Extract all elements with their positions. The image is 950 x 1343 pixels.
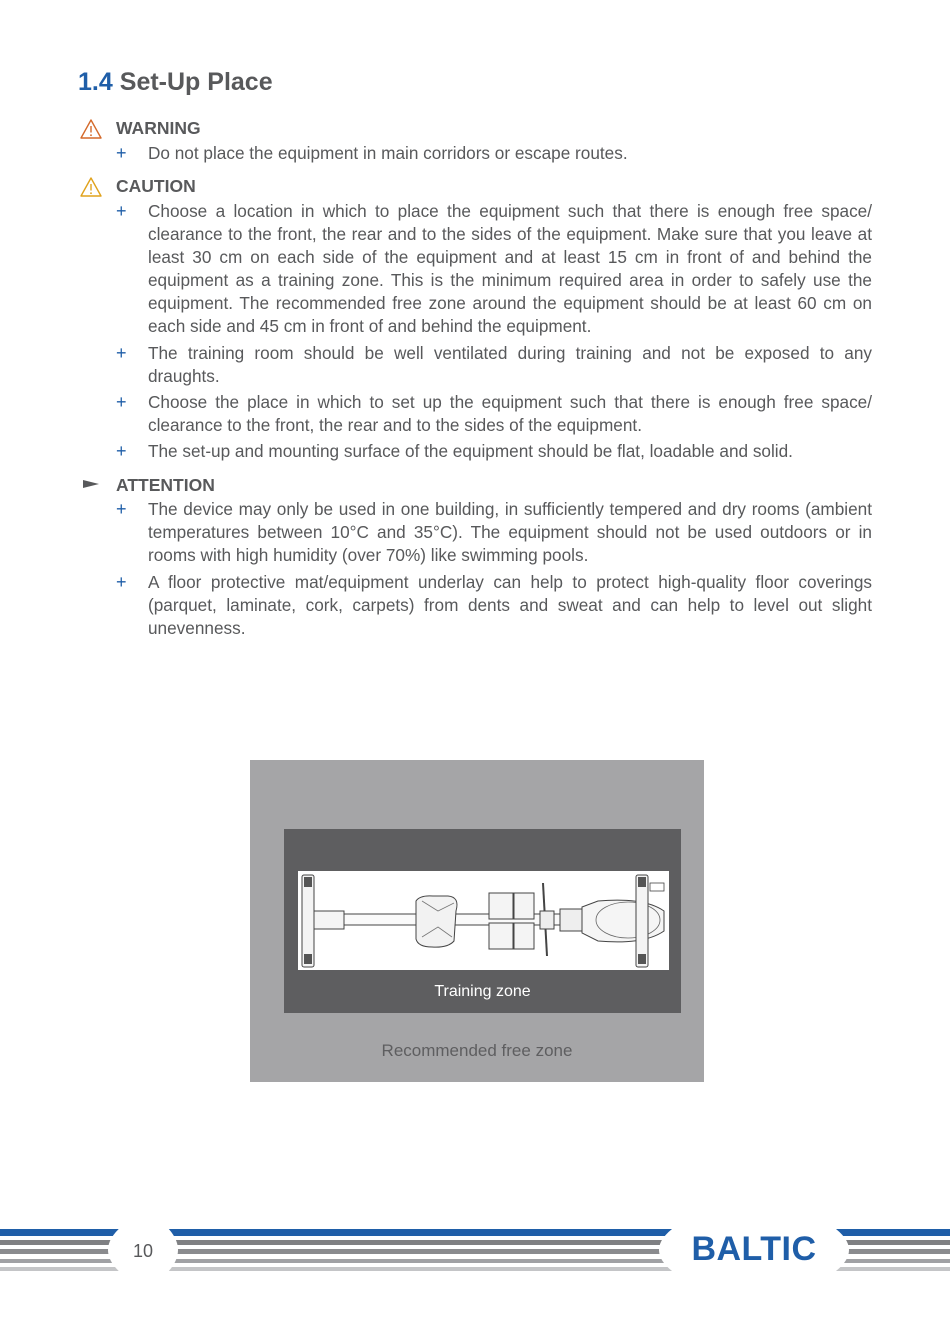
- bullet-plus: +: [116, 343, 127, 363]
- warning-triangle-icon: [80, 118, 102, 140]
- page-title: [78, 68, 273, 97]
- caution-item: The set-up and mounting surface of the equipment should be flat, loadable and solid.: [148, 441, 793, 461]
- caution-label: CAUTION: [116, 176, 196, 196]
- caution-item: The training room should be well ventilated during training and not be exposed to any draughts.: [148, 343, 872, 386]
- bullet-plus: +: [116, 143, 127, 163]
- attention-label: ATTENTION: [116, 475, 215, 495]
- page-number: 10: [132, 1241, 154, 1261]
- caution-item: Choose the place in which to set up the equipment such that there is enough free space/ clearance to the front, the rear and to the sides of the equipment.: [148, 392, 872, 435]
- rowing-machine-illustration: [298, 871, 669, 970]
- warning-item: Do not place the equipment in main corridors or escape routes.: [148, 143, 628, 163]
- caution-triangle-icon: [80, 176, 102, 198]
- bullet-plus: +: [116, 441, 127, 461]
- section-number: 1.4: [78, 68, 113, 96]
- bullet-plus: +: [116, 499, 127, 519]
- section-title: Set-Up Place: [119, 68, 273, 96]
- attention-item: The device may only be used in one building, in sufficiently tempered and dry rooms (ambient temperatures between 10°C and 35°C). The equipment should not be used outdoors or in rooms with high humidity (over 70%) like swimming pools.: [148, 499, 872, 565]
- training-zone-label: Training zone: [434, 983, 531, 1000]
- bullet-plus: +: [116, 201, 127, 221]
- caution-item: Choose a location in which to place the equipment such that there is enough free space/ clearance to the front, the rear and to the sides of the equipment. Make sure that you leave at least 30 cm on each side of the equipment and at least 15 cm in front of and behind the equipment as a training zone. This is the minimum required area in order to safely use the equipment. The recommended free zone around the equipment should be at least 60 cm on each side and 45 cm in front of and behind the equipment.: [148, 201, 872, 336]
- bullet-plus: +: [116, 392, 127, 412]
- attention-item: A floor protective mat/equipment underlay can help to protect high-quality floor coverings (parquet, laminate, cork, carpets) from dents and sweat and can help to level out slight unevenness.: [148, 572, 872, 638]
- brand-logo: BALTIC: [691, 1230, 817, 1268]
- free-zone-label: Recommended free zone: [381, 1041, 573, 1060]
- warning-label: WARNING: [116, 118, 201, 138]
- bullet-plus: +: [116, 572, 127, 592]
- arrow-pointer-icon: [82, 476, 104, 498]
